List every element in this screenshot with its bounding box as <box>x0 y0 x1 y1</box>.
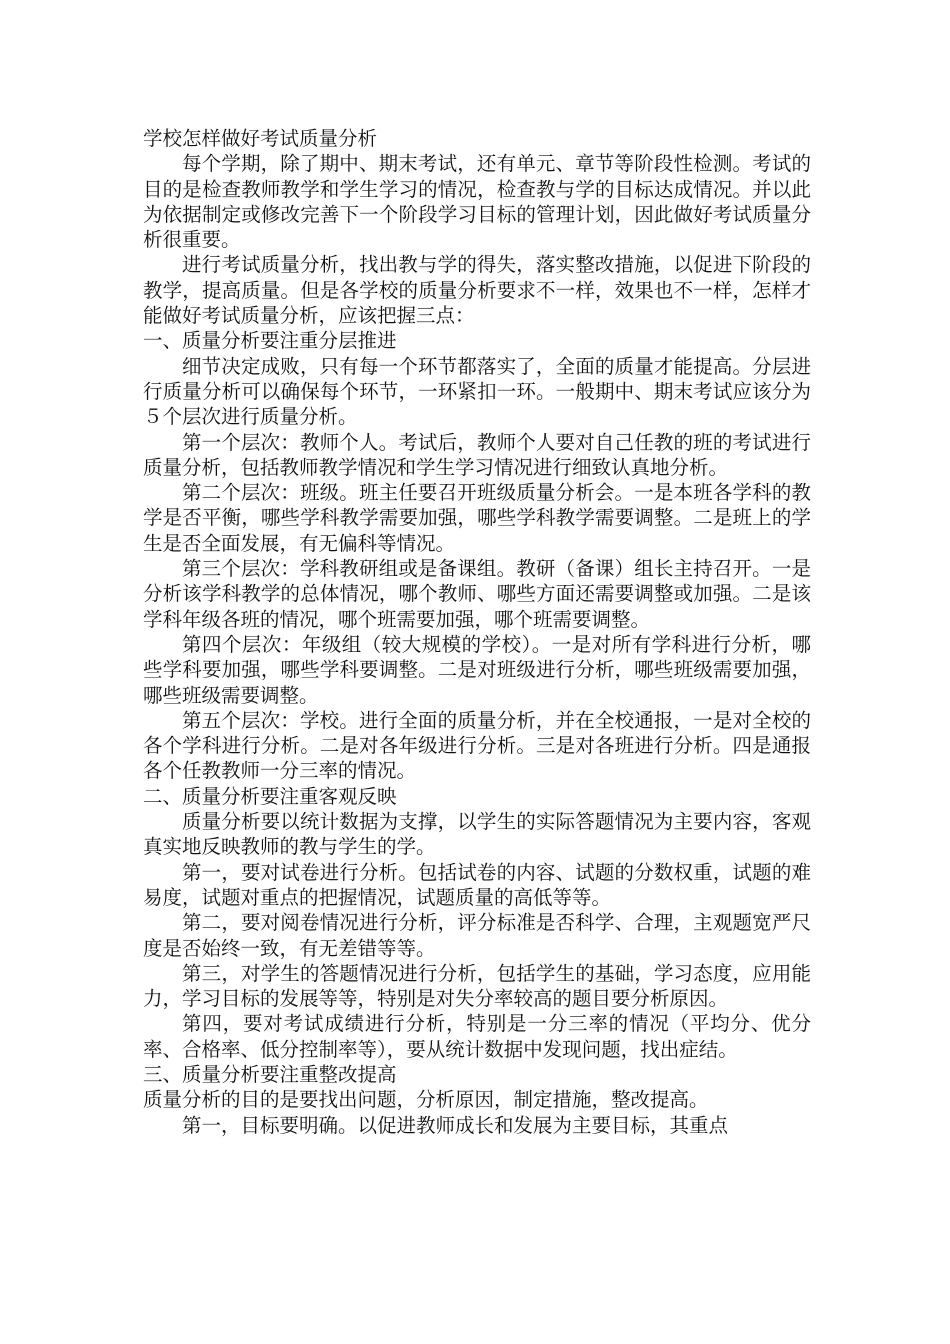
section-heading: 三、质量分析要注重整改提高 <box>143 1062 397 1086</box>
section-heading: 二、质量分析要注重客观反映 <box>143 784 397 808</box>
paragraph: 进行考试质量分析，找出教与学的得失，落实整改措施，以促进下阶段的教学，提高质量。但是各学校的质量分析要求不一样，效果也不一样，怎样才能做好考试质量分析，应该把握三点： <box>143 253 811 328</box>
document-body <box>143 126 811 1138</box>
paragraph: 第四个层次：年级组（较大规模的学校）。一是对所有学科进行分析，哪些学科要加强，哪些学科要调整。二是对班级进行分析，哪些班级需要加强，哪些班级需要调整。 <box>143 632 811 707</box>
paragraph: 第一，目标要明确。以促进教师成长和发展为主要目标，其重点 <box>182 1113 729 1137</box>
paragraph: 第一，要对试卷进行分析。包括试卷的内容、试题的分数权重，试题的难易度，试题对重点的把握情况，试题质量的高低等等。 <box>143 860 811 909</box>
paragraph: 第一个层次：教师个人。考试后，教师个人要对自己任教的班的考试进行质量分析，包括教师教学情况和学生学习情况进行细致认真地分析。 <box>143 430 811 479</box>
paragraph: 第二，要对阅卷情况进行分析，评分标准是否科学、合理，主观题宽严尺度是否始终一致，有无差错等等。 <box>143 911 811 960</box>
document-title: 学校怎样做好考试质量分析 <box>143 127 378 150</box>
paragraph: 质量分析要以统计数据为支撑，以学生的实际答题情况为主要内容，客观真实地反映教师的教与学生的学。 <box>143 810 811 859</box>
paragraph: 每个学期，除了期中、期末考试，还有单元、章节等阶段性检测。考试的目的是检查教师教学和学生学习的情况，检查教与学的目标达成情况。并以此为依据制定或修改完善下一个阶段学习目标的管理计划，因此做好考试质量分析很重要。 <box>143 152 811 252</box>
section-heading: 一、质量分析要注重分层推进 <box>143 329 397 353</box>
paragraph: 质量分析的目的是要找出问题，分析原因，制定措施，整改提高。 <box>143 1088 709 1112</box>
paragraph: 第三个层次：学科教研组或是备课组。教研（备课）组长主持召开。一是分析该学科教学的总体情况，哪个教师、哪些方面还需要调整或加强。二是该学科年级各班的情况，哪个班需要加强，哪个班需要调整。 <box>143 557 811 631</box>
paragraph: 第三，对学生的答题情况进行分析，包括学生的基础，学习态度，应用能力，学习目标的发展等等，特别是对失分率较高的题目要分析原因。 <box>143 961 811 1011</box>
paragraph: 第二个层次：班级。班主任要召开班级质量分析会。一是本班各学科的教学是否平衡，哪些学科教学需要加强，哪些学科教学需要调整。二是班上的学生是否全面发展，有无偏科等情况。 <box>143 481 811 555</box>
paragraph: 第四，要对考试成绩进行分析，特别是一分三率的情况（平均分、优分率、合格率、低分控制率等），要从统计数据中发现问题，找出症结。 <box>143 1012 811 1061</box>
paragraph: 第五个层次：学校。进行全面的质量分析，并在全校通报，一是对全校的各个学科进行分析。二是对各年级进行分析。三是对各班进行分析。四是通报各个任教教师一分三率的情况。 <box>143 708 811 783</box>
paragraph: 细节决定成败，只有每一个环节都落实了，全面的质量才能提高。分层进行质量分析可以确保每个环节，一环紧扣一环。一般期中、期末考试应该分为５个层次进行质量分析。 <box>143 354 811 429</box>
